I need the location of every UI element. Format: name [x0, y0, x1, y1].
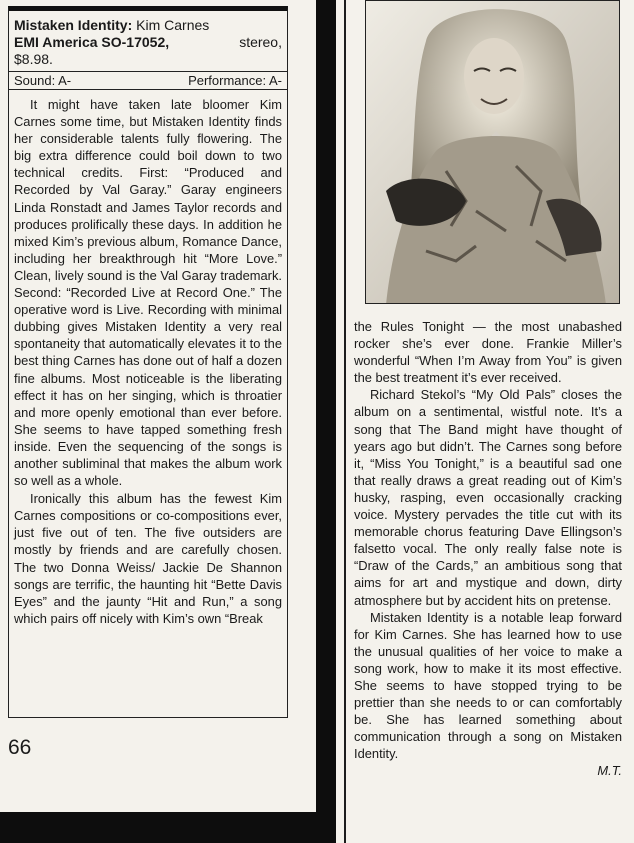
photo-image [366, 1, 620, 304]
paragraph: It might have taken late bloomer Kim Carnes some time, but Mistaken Identity finds her considerable talents fully flowering. The big extra difference could boil down to two technical credits. First: “Produced and Recorded by Val Garay.” Garay engineers Linda Ronstadt and James Taylor records and produces prolifically these days. In addition he mixed Kim’s previous album, Romance Dance, including her breakthrough hit “More Love.” Clean, lively sound is the Val Garay trademark. Second: “Recorded Live at Record One.” The operative word is Live. Recording with minimal dubbing gives Mistaken Identity a very real spontaneity that automatically elevates it to the best thing Carnes has done out of half a dozen fine albums. Most noticeable is the liberating effect it has on her singing, which is throatier and more openly emotional than ever before. She seems to have tapped something fresh inside. Even the sequencing of the songs is another subliminal that makes the album work so well as a whole. [14, 97, 282, 489]
sound-rating: Sound: A- [14, 73, 72, 88]
artist-name: Kim Carnes [136, 17, 210, 33]
performance-rating: Performance: A- [188, 73, 282, 88]
review-box [8, 6, 288, 718]
label-catalog: EMI America SO-17052, [14, 34, 170, 50]
review-header [14, 17, 282, 68]
paragraph: the Rules Tonight — the most unabashed rocker she’s ever done. Frankie Miller’s wonderful “When I’m Away from You” is given the best treatment it’s ever received. [354, 319, 622, 386]
page-number: 66 [8, 736, 32, 759]
review-body-right [354, 318, 622, 780]
format: stereo, [239, 34, 282, 50]
reviewer-signature: M.T. [597, 763, 622, 779]
price: $8.98. [14, 51, 53, 67]
album-title: Mistaken Identity: [14, 17, 133, 33]
column-divider [344, 0, 346, 843]
paragraph: Richard Stekol’s “My Old Pals” closes the album on a sentimental, wistful note. It’s a song that The Band might have thought of years ago but didn’t. The Carnes song before it, “Miss You Tonight,” is a beautiful sad one that really draws a great reading out of Kim’s husky, rasping, even occasionally cracking voice. Mystery pervades the title cut with its memorable chorus featuring Dave Ellingson’s falsetto vocal. The only really false note is “Draw of the Cards,” an ambitious song that aims for art and mystique and down, dirty atmosphere but by accident hits on pretense. [354, 387, 622, 608]
paragraph: Ironically this album has the fewest Kim Carnes compositions or co-compositions ever, just five out of ten. The five outsiders are mostly by friends and are carefully chosen. The two Donna Weiss/ Jackie De Shannon songs are terrific, the haunting hit “Bette Davis Eyes” and the jaunty “Hit and Run,” a song which pairs off nicely with Kim’s own “Break [14, 491, 282, 626]
ratings-row [9, 71, 287, 90]
paragraph: Mistaken Identity is a notable leap forward for Kim Carnes. She has learned how to use the unusual qualities of her voice to make a song work, how to make it its most effective. She seems to have stopped trying to be prettier than she needs to or can comfortably be. She has learned something about communication through a song on Mistaken Identity. [354, 609, 622, 762]
bottom-shadow [0, 812, 316, 843]
review-body-left [14, 96, 282, 627]
gutter-shadow [316, 0, 336, 843]
artist-photo [365, 0, 620, 304]
